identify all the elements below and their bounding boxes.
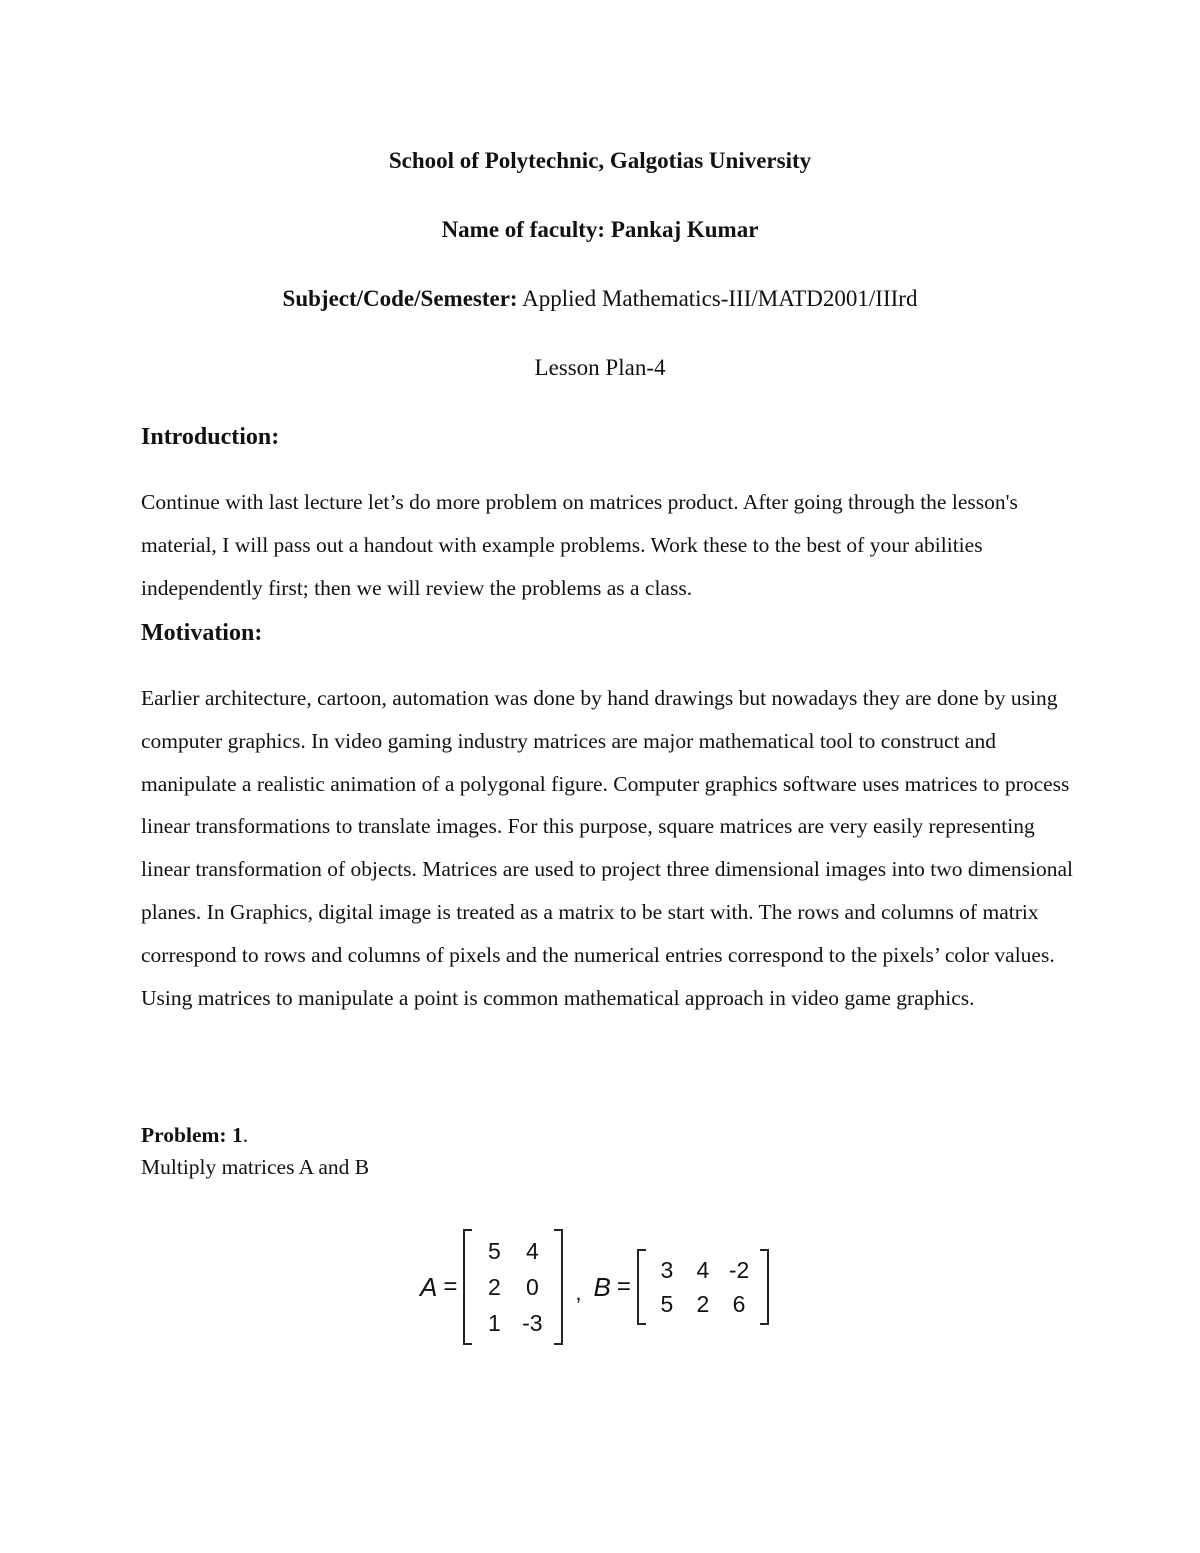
motivation-paragraph: Earlier architecture, cartoon, automation was done by hand drawings but nowadays they are done by using computer graphics. In video gaming industry matrices are major mathematical tool to construct and manipulate a realistic animation of a polygonal figure. Computer graphics software uses matrices to process linear transformations to translate images. For this purpose, square matrices are very easily representing linear transformation of objects. Matrices are used to project three dimensional images into two dimensional planes. In Graphics, digital image is treated as a matrix to be start with. The rows and columns of matrix correspond to rows and columns of pixels and the numerical entries correspond to the pixels’ color values. Using matrices to manipulate a point is common mathematical approach in video game graphics. <box>141 686 1073 1010</box>
matrix-a-row <box>475 1233 551 1269</box>
matrix-b-cell: -2 <box>728 1256 750 1283</box>
matrix-a-cell: 4 <box>525 1237 539 1264</box>
matrix-b-table <box>649 1253 757 1321</box>
matrix-b-cell: 3 <box>660 1256 674 1283</box>
matrix-a-cell: 1 <box>487 1309 501 1336</box>
problem-label: Problem: <box>141 1123 227 1147</box>
matrix-a-table <box>475 1233 551 1341</box>
introduction-paragraph: Continue with last lecture let’s do more problem on matrices product. After going through the lesson's material, I will pass out a handout with example problems. Work these to the best of your abilities independently first; then we will review the problems as a class. <box>141 490 1018 600</box>
matrix-b-cell: 6 <box>732 1290 746 1317</box>
matrix-a <box>463 1229 563 1345</box>
matrix-b-cell: 2 <box>696 1290 710 1317</box>
school-title: School of Polytechnic, Galgotias University <box>388 148 812 173</box>
matrix-a-row <box>475 1269 551 1305</box>
lesson-title: Lesson Plan-4 <box>534 355 666 380</box>
matrix-b-row <box>649 1287 757 1321</box>
matrix-b-row <box>649 1253 757 1287</box>
problem-instruction: Multiply matrices A and B <box>141 1155 370 1179</box>
motivation-heading: Motivation: <box>141 620 263 646</box>
matrix-a-cell: -3 <box>522 1309 543 1336</box>
subject-value: Applied Mathematics-III/MATD2001/IIIrd <box>522 286 918 311</box>
matrix-a-cell: 0 <box>525 1273 539 1300</box>
matrix-b-name: B <box>593 1271 611 1302</box>
problem-suffix: . <box>242 1123 249 1147</box>
matrix-b-equals: = <box>616 1273 631 1300</box>
matrix-a-equals: = <box>443 1273 458 1300</box>
problem-number: 1 <box>231 1123 243 1147</box>
matrix-a-cell: 2 <box>487 1273 501 1300</box>
matrix-a-name: A <box>420 1271 438 1302</box>
matrix-a-cell: 5 <box>487 1237 501 1264</box>
matrix-b-cell: 5 <box>660 1290 674 1317</box>
faculty-name: Name of faculty: Pankaj Kumar <box>441 217 759 242</box>
subject-line <box>0 284 1200 314</box>
problem-title <box>141 1120 248 1150</box>
matrix-separator: , <box>575 1280 582 1305</box>
matrix-b-cell: 4 <box>696 1256 710 1283</box>
matrix-a-row <box>475 1305 551 1341</box>
introduction-heading: Introduction: <box>141 424 280 450</box>
matrix-b <box>637 1249 769 1325</box>
subject-label: Subject/Code/Semester: <box>282 286 518 311</box>
matrix-equation <box>420 1228 769 1346</box>
